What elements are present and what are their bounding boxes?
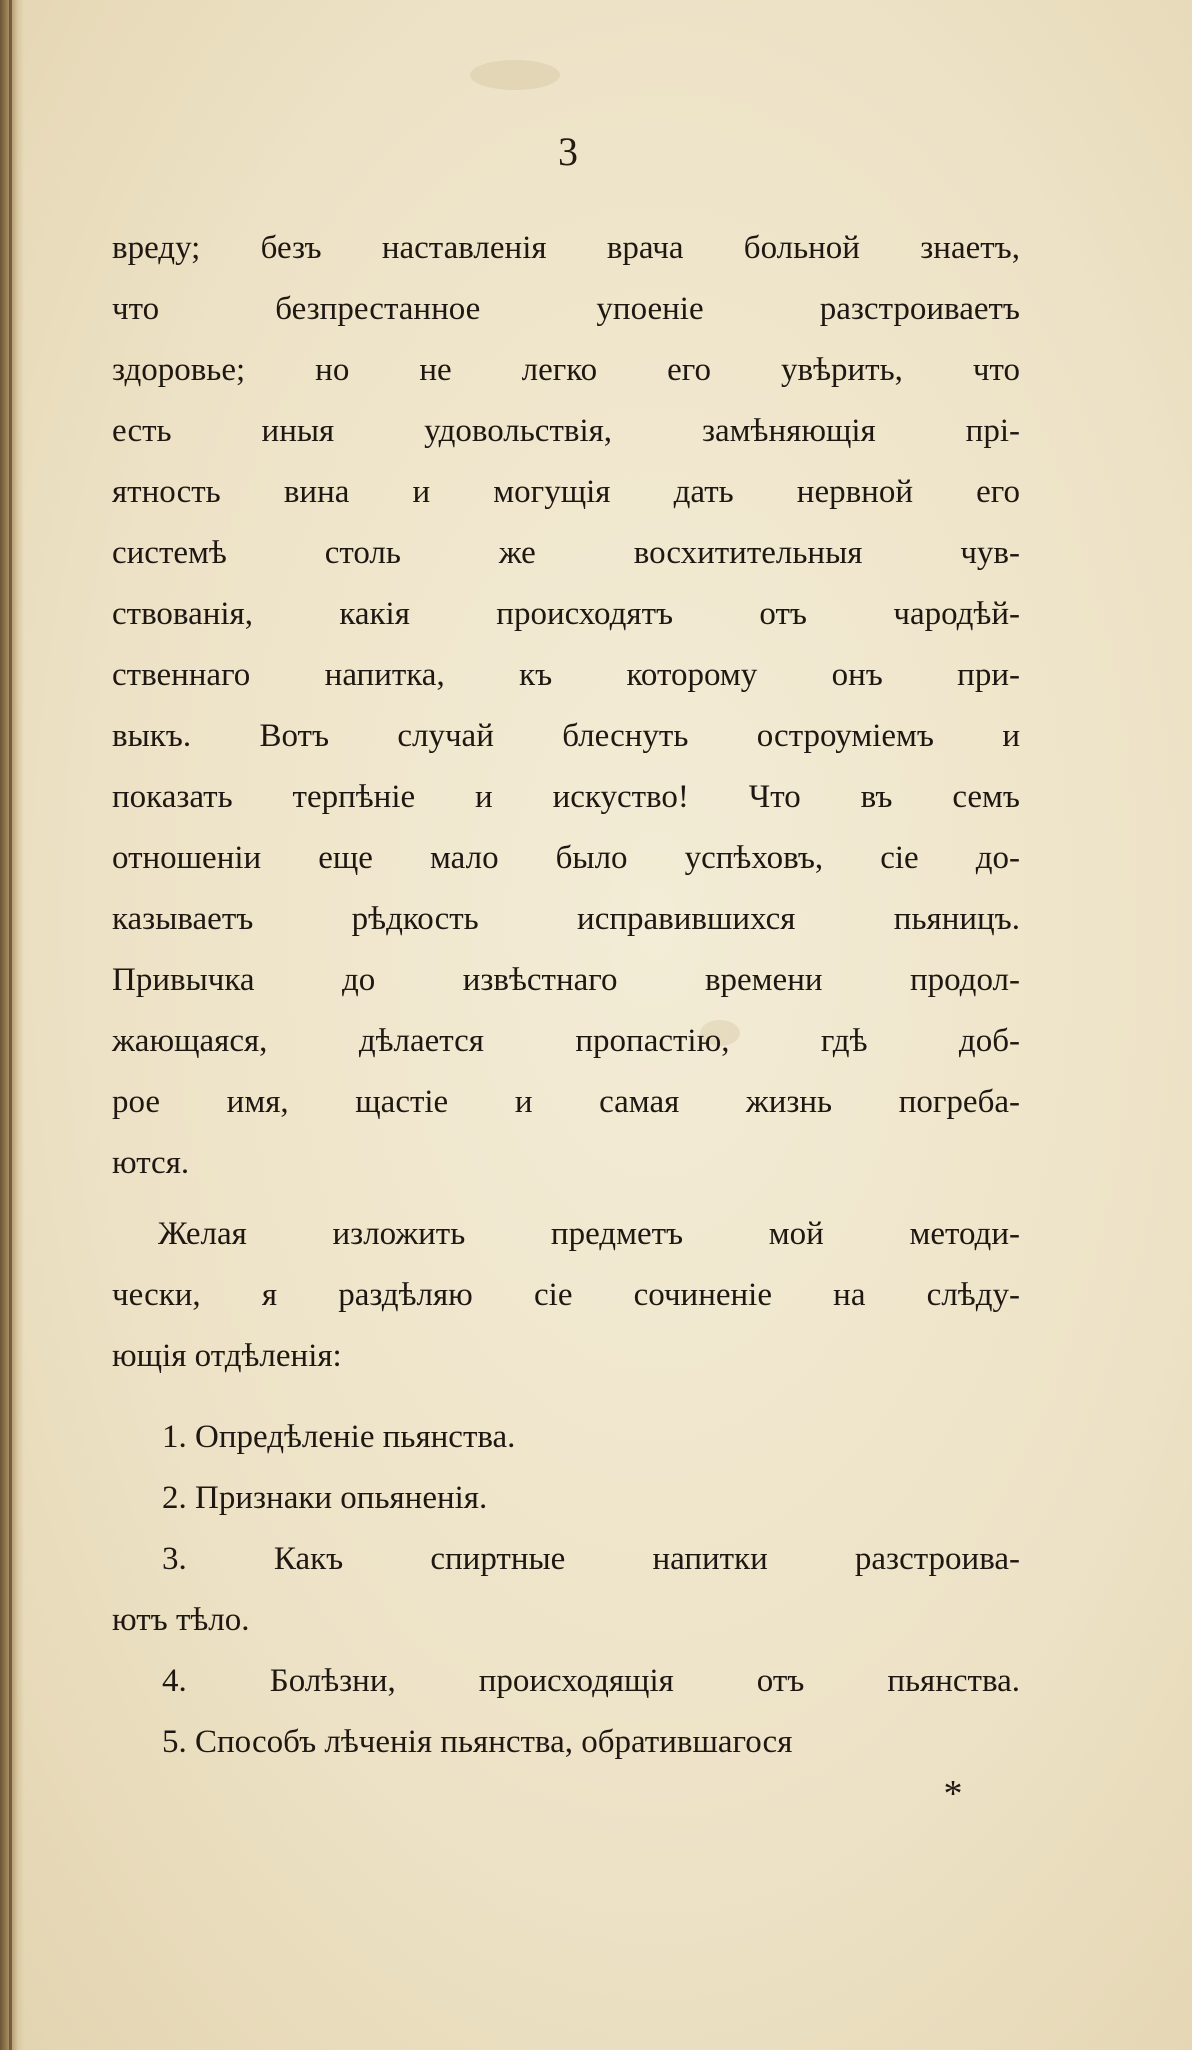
catchword-asterisk: * — [943, 1773, 963, 1815]
paragraph-1 — [112, 218, 1020, 1194]
text-line: вреду; безъ наставленія врача больной знаетъ, — [112, 230, 1020, 266]
list-item: 3. Какъ спиртные напитки разстроива- — [162, 1541, 1020, 1577]
section-list — [112, 1407, 1020, 1773]
list-item-continuation: ютъ тѣло. — [112, 1602, 250, 1638]
text-line: здоровье; но не легко его увѣрить, что — [112, 352, 1020, 388]
text-line: ются. — [112, 1145, 190, 1181]
text-line: выкъ. Вотъ случай блеснуть остроуміемъ и — [112, 718, 1020, 754]
book-binding-edge — [0, 0, 24, 2050]
paragraph-2 — [112, 1204, 1020, 1387]
text-line: что безпрестанное упоеніе разстроиваетъ — [112, 291, 1020, 327]
paragraph-spacer — [112, 1194, 1020, 1204]
list-spacer — [112, 1387, 1020, 1407]
paper-stain — [470, 60, 560, 90]
text-line: чески, я раздѣляю сіе сочиненіе на слѣду- — [112, 1277, 1020, 1313]
list-item: 2. Признаки опьяненія. — [162, 1480, 488, 1516]
binding-shadow-line — [9, 0, 12, 2050]
text-line: Привычка до извѣстнаго времени продол- — [112, 962, 1020, 998]
text-line: ственнаго напитка, къ которому онъ при- — [112, 657, 1020, 693]
text-line: есть иныя удовольствія, замѣняющія прі- — [112, 413, 1020, 449]
text-line: ствованія, какія происходятъ отъ чародѣй- — [112, 596, 1020, 632]
text-line: ятность вина и могущія дать нервной его — [112, 474, 1020, 510]
page-text-block — [112, 218, 1020, 1773]
text-line: отношеніи еще мало было успѣховъ, сіе до- — [112, 840, 1020, 876]
text-line: жающаяся, дѣлается пропастію, гдѣ доб- — [112, 1023, 1020, 1059]
list-item: 1. Опредѣленіе пьянства. — [162, 1419, 516, 1455]
text-line: Желая изложить предметъ мой методи- — [158, 1216, 1020, 1252]
text-line: казываетъ рѣдкость исправившихся пьяницъ. — [112, 901, 1020, 937]
page-number: 3 — [558, 129, 578, 174]
text-line: ющія отдѣленія: — [112, 1338, 342, 1374]
text-line: показать терпѣніе и искуство! Что въ семъ — [112, 779, 1020, 815]
list-item: 4. Болѣзни, происходящія отъ пьянства. — [162, 1663, 1020, 1699]
text-line: системѣ столь же восхитительныя чув- — [112, 535, 1020, 571]
text-line: рое имя, щастіе и самая жизнь погреба- — [112, 1084, 1020, 1120]
list-item: 5. Способъ лѣченія пьянства, обратившагося — [162, 1724, 793, 1760]
